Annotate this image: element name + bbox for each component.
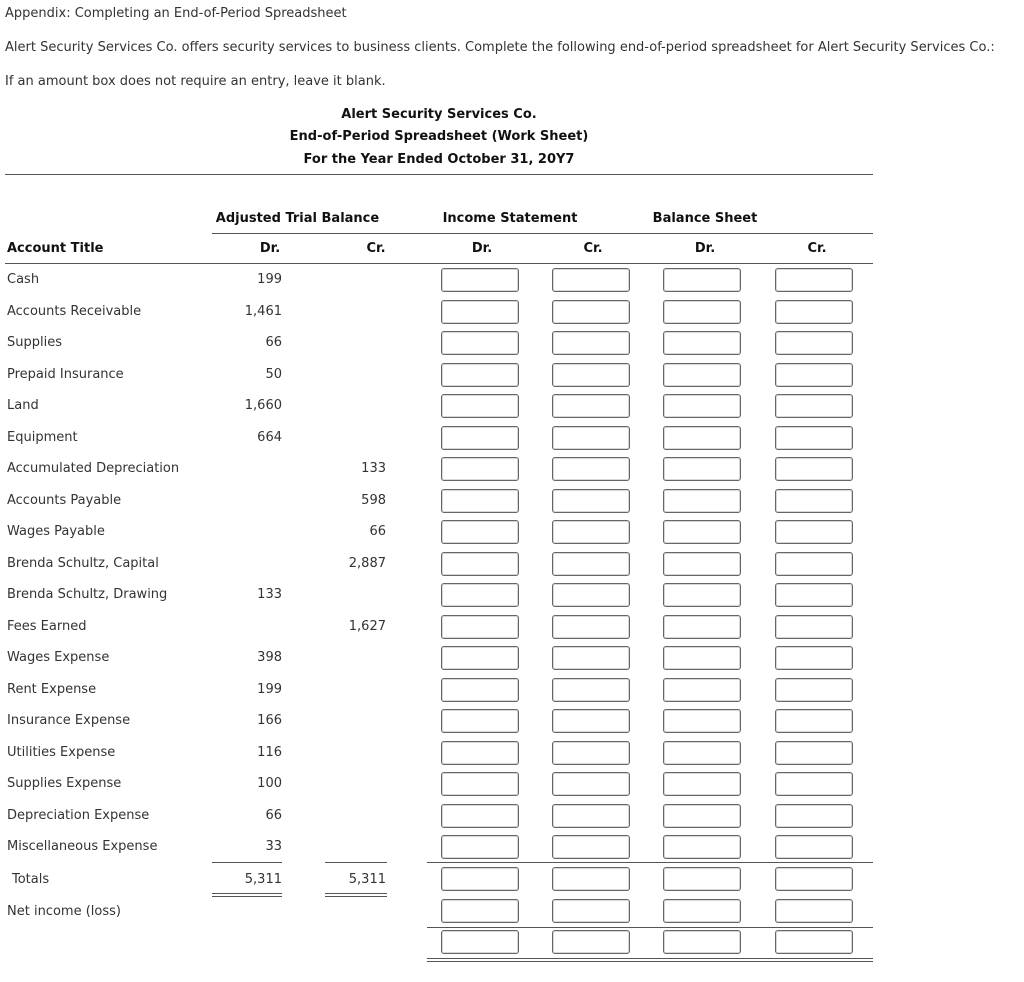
is-dr-amount-input[interactable]	[441, 835, 519, 859]
worksheet-company: Alert Security Services Co.	[341, 107, 537, 122]
is-cr-amount-input[interactable]	[552, 835, 630, 859]
bs-cr-amount-input[interactable]	[775, 268, 853, 292]
intro-description: Alert Security Services Co. offers security services to business clients. Complete the following end-of-period spreadsheet for Alert Security Services Co.:	[5, 40, 995, 55]
is-dr-amount-input[interactable]	[441, 899, 519, 923]
bs-cr-amount-input[interactable]	[775, 867, 853, 891]
is-dr-amount-input[interactable]	[441, 867, 519, 891]
account-title: Accounts Receivable	[7, 304, 142, 319]
is-dr-amount-input[interactable]	[441, 646, 519, 670]
bs-dr-amount-input[interactable]	[663, 363, 741, 387]
column-header-is-cr: Cr.	[583, 241, 603, 256]
column-header-bs-dr: Dr.	[694, 241, 716, 256]
is-dr-amount-input[interactable]	[441, 709, 519, 733]
atb-dr-amount: 116	[257, 745, 282, 760]
bs-cr-amount-input[interactable]	[775, 804, 853, 828]
intro-instruction: If an amount box does not require an entry, leave it blank.	[5, 74, 386, 89]
account-title: Wages Payable	[7, 524, 105, 539]
bs-cr-amount-input[interactable]	[775, 394, 853, 418]
is-cr-amount-input[interactable]	[552, 268, 630, 292]
bs-dr-amount-input[interactable]	[663, 457, 741, 481]
bs-dr-amount-input[interactable]	[663, 394, 741, 418]
bs-cr-amount-input[interactable]	[775, 646, 853, 670]
atb-cr-amount: 2,887	[348, 556, 386, 571]
is-dr-amount-input[interactable]	[441, 520, 519, 544]
atb-dr-amount: 398	[257, 650, 282, 665]
bs-cr-amount-input[interactable]	[775, 331, 853, 355]
bs-dr-amount-input[interactable]	[663, 678, 741, 702]
atb-dr-amount: 100	[257, 776, 282, 791]
atb-dr-amount: 33	[265, 839, 282, 854]
bs-cr-amount-input[interactable]	[775, 363, 853, 387]
account-title: Prepaid Insurance	[7, 367, 124, 382]
account-title: Land	[7, 398, 39, 413]
is-cr-amount-input[interactable]	[552, 426, 630, 450]
bs-cr-amount-input[interactable]	[775, 930, 853, 954]
entry-final-double-rule-1	[427, 958, 873, 959]
group-header-balance-sheet: Balance Sheet	[652, 211, 758, 226]
bs-dr-amount-input[interactable]	[663, 899, 741, 923]
account-title: Fees Earned	[7, 619, 87, 634]
atb-cr-total-top-rule	[325, 862, 387, 863]
bs-cr-amount-input[interactable]	[775, 520, 853, 544]
bs-cr-amount-input[interactable]	[775, 489, 853, 513]
is-cr-amount-input[interactable]	[552, 489, 630, 513]
bs-dr-amount-input[interactable]	[663, 583, 741, 607]
is-cr-amount-input[interactable]	[552, 646, 630, 670]
is-cr-amount-input[interactable]	[552, 678, 630, 702]
is-cr-amount-input[interactable]	[552, 930, 630, 954]
bs-cr-amount-input[interactable]	[775, 899, 853, 923]
account-title: Supplies	[7, 335, 62, 350]
totals-dr: 5,311	[244, 872, 282, 887]
is-cr-amount-input[interactable]	[552, 867, 630, 891]
bs-cr-amount-input[interactable]	[775, 741, 853, 765]
is-dr-amount-input[interactable]	[441, 426, 519, 450]
is-cr-amount-input[interactable]	[552, 709, 630, 733]
atb-dr-amount: 66	[265, 808, 282, 823]
bs-cr-amount-input[interactable]	[775, 615, 853, 639]
account-title: Depreciation Expense	[7, 808, 150, 823]
is-dr-amount-input[interactable]	[441, 741, 519, 765]
is-dr-amount-input[interactable]	[441, 489, 519, 513]
net-income-label: Net income (loss)	[7, 904, 121, 919]
account-title: Accumulated Depreciation	[7, 461, 180, 476]
bs-dr-amount-input[interactable]	[663, 772, 741, 796]
is-cr-amount-input[interactable]	[552, 363, 630, 387]
is-cr-amount-input[interactable]	[552, 772, 630, 796]
is-dr-amount-input[interactable]	[441, 583, 519, 607]
atb-total-double-rule-1	[212, 893, 282, 894]
bs-cr-amount-input[interactable]	[775, 426, 853, 450]
totals-label: Totals	[12, 872, 50, 887]
is-dr-amount-input[interactable]	[441, 804, 519, 828]
bs-dr-amount-input[interactable]	[663, 741, 741, 765]
bs-cr-amount-input[interactable]	[775, 678, 853, 702]
account-title: Cash	[7, 272, 40, 287]
atb-cr-amount: 598	[361, 493, 386, 508]
bs-dr-amount-input[interactable]	[663, 646, 741, 670]
atb-dr-amount: 1,660	[244, 398, 282, 413]
atb-dr-amount: 1,461	[244, 304, 282, 319]
column-header-is-dr: Dr.	[471, 241, 493, 256]
atb-cr-amount: 133	[361, 461, 386, 476]
bs-cr-amount-input[interactable]	[775, 457, 853, 481]
atb-dr-amount: 50	[265, 367, 282, 382]
is-cr-amount-input[interactable]	[552, 583, 630, 607]
is-cr-amount-input[interactable]	[552, 520, 630, 544]
group-header-income-statement: Income Statement	[442, 211, 578, 226]
entry-final-double-rule-2	[427, 961, 873, 962]
account-title: Miscellaneous Expense	[7, 839, 158, 854]
bs-dr-amount-input[interactable]	[663, 300, 741, 324]
account-title: Wages Expense	[7, 650, 110, 665]
is-cr-amount-input[interactable]	[552, 804, 630, 828]
atb-dr-amount: 66	[265, 335, 282, 350]
worksheet-title: End-of-Period Spreadsheet (Work Sheet)	[289, 129, 589, 144]
atb-total-top-rule	[212, 862, 282, 863]
atb-total-double-rule-2	[212, 896, 282, 897]
atb-dr-amount: 166	[257, 713, 282, 728]
is-dr-amount-input[interactable]	[441, 772, 519, 796]
is-dr-amount-input[interactable]	[441, 930, 519, 954]
is-cr-amount-input[interactable]	[552, 457, 630, 481]
bs-cr-amount-input[interactable]	[775, 835, 853, 859]
bs-cr-amount-input[interactable]	[775, 709, 853, 733]
atb-dr-amount: 199	[257, 682, 282, 697]
bs-dr-amount-input[interactable]	[663, 552, 741, 576]
is-dr-amount-input[interactable]	[441, 331, 519, 355]
is-cr-amount-input[interactable]	[552, 331, 630, 355]
bs-dr-amount-input[interactable]	[663, 489, 741, 513]
bs-cr-amount-input[interactable]	[775, 552, 853, 576]
bs-dr-amount-input[interactable]	[663, 268, 741, 292]
is-dr-amount-input[interactable]	[441, 615, 519, 639]
bs-dr-amount-input[interactable]	[663, 835, 741, 859]
bs-cr-amount-input[interactable]	[775, 300, 853, 324]
account-title: Accounts Payable	[7, 493, 122, 508]
bs-dr-amount-input[interactable]	[663, 615, 741, 639]
account-title: Supplies Expense	[7, 776, 122, 791]
column-header-atb-dr: Dr.	[259, 241, 281, 256]
is-dr-amount-input[interactable]	[441, 363, 519, 387]
is-cr-amount-input[interactable]	[552, 394, 630, 418]
group-header-rule	[212, 233, 873, 234]
worksheet-period: For the Year Ended October 31, 20Y7	[303, 152, 575, 167]
is-cr-amount-input[interactable]	[552, 899, 630, 923]
bs-dr-amount-input[interactable]	[663, 709, 741, 733]
atb-dr-amount: 199	[257, 272, 282, 287]
bs-dr-amount-input[interactable]	[663, 930, 741, 954]
is-cr-amount-input[interactable]	[552, 552, 630, 576]
is-cr-amount-input[interactable]	[552, 300, 630, 324]
atb-cr-double-rule-1	[325, 893, 387, 894]
atb-cr-amount: 1,627	[348, 619, 386, 634]
atb-cr-double-rule-2	[325, 896, 387, 897]
column-header-atb-cr: Cr.	[366, 241, 386, 256]
column-header-bs-cr: Cr.	[807, 241, 827, 256]
bs-dr-amount-input[interactable]	[663, 331, 741, 355]
column-header-account-title: Account Title	[7, 241, 104, 256]
bs-cr-amount-input[interactable]	[775, 772, 853, 796]
account-title: Brenda Schultz, Drawing	[7, 587, 168, 602]
bs-cr-amount-input[interactable]	[775, 583, 853, 607]
is-dr-amount-input[interactable]	[441, 300, 519, 324]
is-dr-amount-input[interactable]	[441, 552, 519, 576]
is-cr-amount-input[interactable]	[552, 615, 630, 639]
totals-cr: 5,311	[348, 872, 386, 887]
account-title: Insurance Expense	[7, 713, 131, 728]
is-dr-amount-input[interactable]	[441, 394, 519, 418]
is-dr-amount-input[interactable]	[441, 457, 519, 481]
atb-dr-amount: 664	[257, 430, 282, 445]
column-header-rule	[5, 263, 873, 264]
is-dr-amount-input[interactable]	[441, 678, 519, 702]
atb-dr-amount: 133	[257, 587, 282, 602]
is-dr-amount-input[interactable]	[441, 268, 519, 292]
account-title: Utilities Expense	[7, 745, 116, 760]
intro-heading: Appendix: Completing an End-of-Period Spreadsheet	[5, 6, 347, 21]
account-title: Equipment	[7, 430, 78, 445]
bs-dr-amount-input[interactable]	[663, 426, 741, 450]
is-cr-amount-input[interactable]	[552, 741, 630, 765]
group-header-adjusted-trial-balance: Adjusted Trial Balance	[215, 211, 380, 226]
entry-totals-top-rule	[427, 862, 873, 863]
header-rule	[5, 174, 873, 175]
bs-dr-amount-input[interactable]	[663, 804, 741, 828]
atb-cr-amount: 66	[369, 524, 386, 539]
account-title: Brenda Schultz, Capital	[7, 556, 159, 571]
bs-dr-amount-input[interactable]	[663, 520, 741, 544]
bs-dr-amount-input[interactable]	[663, 867, 741, 891]
account-title: Rent Expense	[7, 682, 97, 697]
entry-net-income-rule	[427, 927, 873, 928]
